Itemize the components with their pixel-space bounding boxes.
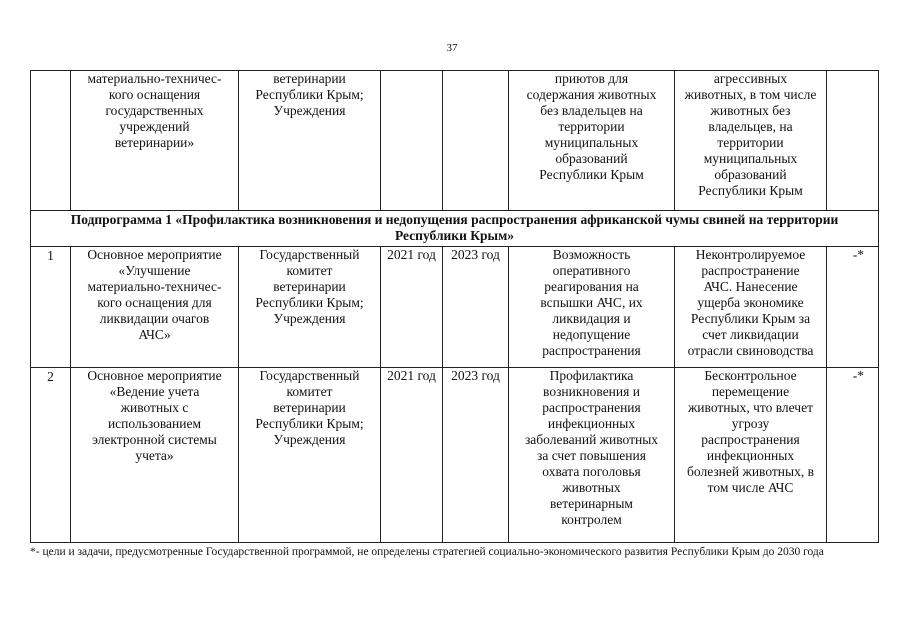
- row-end-year: 2023 год: [443, 368, 509, 543]
- row-link: -*: [827, 247, 879, 368]
- cell-start-year: [381, 71, 443, 211]
- table-row: [31, 368, 879, 543]
- row-consequences: Неконтролируемое распространение АЧС. Нанесение ущерба экономике Республики Крым за счет ликвидации отрасли свиноводства: [675, 247, 827, 368]
- cell-end-year: [443, 71, 509, 211]
- row-consequences: Бесконтрольное перемещение животных, что влечет угрозу распространения инфекционных болезней животных, в том числе АЧС: [675, 368, 827, 543]
- row-executor: Государственный комитет ветеринарии Республики Крым; Учреждения: [239, 368, 381, 543]
- row-executor: Государственный комитет ветеринарии Республики Крым; Учреждения: [239, 247, 381, 368]
- row-event: Основное мероприятие «Улучшение материально-техничес- кого оснащения для ликвидации очагов АЧС»: [71, 247, 239, 368]
- row-result: Профилактика возникновения и распространения инфекционных заболеваний животных за счет повышения охвата поголовья животных ветеринарным контролем: [509, 368, 675, 543]
- program-table: [30, 70, 879, 543]
- footnote: *- цели и задачи, предусмотренные Государственной программой, не определены стратегией социально-экономического развития Республики Крым до 2030 года: [30, 546, 824, 558]
- cell-consequences: агрессивных животных, в том числе животных без владельцев, на территории муниципальных образований Республики Крым: [675, 71, 827, 211]
- continuation-row: [31, 71, 879, 211]
- row-end-year: 2023 год: [443, 247, 509, 368]
- subprogram-title: Подпрограмма 1 «Профилактика возникновения и недопущения распространения африканской чумы свиней на территории Республики Крым»: [31, 211, 879, 247]
- cell-event: материально-техничес- кого оснащения государственных учреждений ветеринарии»: [71, 71, 239, 211]
- row-number: 2: [31, 368, 71, 543]
- page-number: 37: [446, 42, 458, 54]
- row-number: 1: [31, 247, 71, 368]
- table-row: [31, 247, 879, 368]
- cell-executor: ветеринарии Республики Крым; Учреждения: [239, 71, 381, 211]
- row-event: Основное мероприятие «Ведение учета животных с использованием электронной системы учета»: [71, 368, 239, 543]
- cell-link: [827, 71, 879, 211]
- row-start-year: 2021 год: [381, 247, 443, 368]
- subprogram-header-row: [31, 211, 879, 247]
- row-start-year: 2021 год: [381, 368, 443, 543]
- cell-number: [31, 71, 71, 211]
- cell-result: приютов для содержания животных без владельцев на территории муниципальных образований Республики Крым: [509, 71, 675, 211]
- row-link: -*: [827, 368, 879, 543]
- row-result: Возможность оперативного реагирования на вспышки АЧС, их ликвидация и недопущение распространения: [509, 247, 675, 368]
